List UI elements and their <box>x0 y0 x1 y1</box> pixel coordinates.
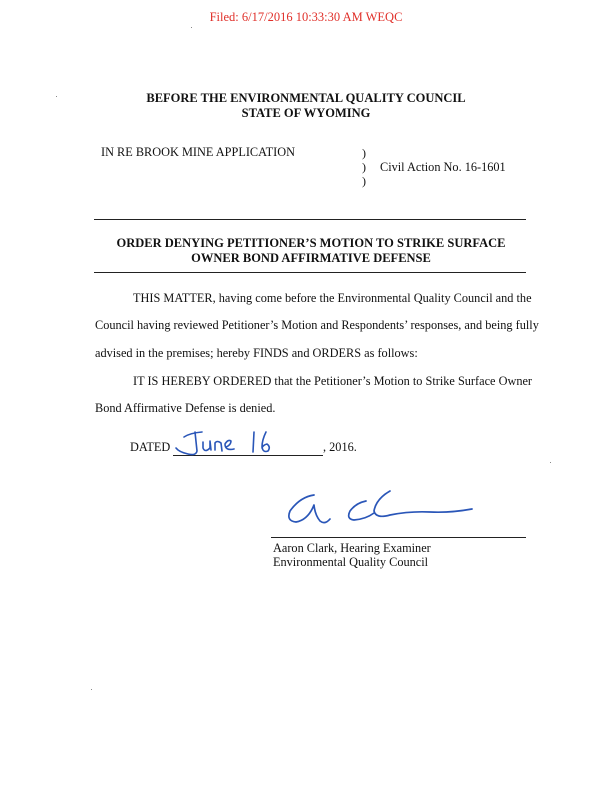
signer-name-title: Aaron Clark, Hearing Examiner <box>273 541 431 555</box>
order-title-line2: OWNER BOND AFFIRMATIVE DEFENSE <box>191 251 431 265</box>
caption-paren: ) <box>362 146 366 160</box>
caption-paren: ) <box>362 160 366 174</box>
filed-stamp: Filed: 6/17/2016 10:33:30 AM WEQC <box>209 10 403 24</box>
civil-action-number: Civil Action No. 16-1601 <box>380 160 506 174</box>
order-title-line1: ORDER DENYING PETITIONER’S MOTION TO STRIKE SURFACE <box>116 236 506 250</box>
handwritten-date <box>170 426 290 460</box>
dated-year: , 2016. <box>323 440 357 454</box>
scan-speck <box>91 689 92 690</box>
dated-label: DATED <box>130 440 171 454</box>
divider-bottom <box>94 272 526 273</box>
body-paragraph-1-line-1: THIS MATTER, having come before the Environmental Quality Council and the <box>133 291 532 305</box>
signer-organization: Environmental Quality Council <box>273 555 429 569</box>
court-state: STATE OF WYOMING <box>241 106 371 120</box>
divider-top <box>94 219 526 220</box>
scan-speck <box>550 462 551 463</box>
case-matter: IN RE BROOK MINE APPLICATION <box>101 145 296 159</box>
court-name: BEFORE THE ENVIRONMENTAL QUALITY COUNCIL <box>146 91 466 105</box>
body-paragraph-2-line-1: IT IS HEREBY ORDERED that the Petitioner’s Motion to Strike Surface Owner <box>133 374 533 388</box>
scan-speck <box>56 96 57 97</box>
caption-paren: ) <box>362 174 366 188</box>
body-paragraph-1-line-2: Council having reviewed Petitioner’s Motion and Respondents’ responses, and being fully <box>95 318 539 332</box>
body-paragraph-1-line-3: advised in the premises; hereby FINDS and ORDERS as follows: <box>95 346 418 360</box>
body-paragraph-2-line-2: Bond Affirmative Defense is denied. <box>95 401 276 415</box>
scan-speck <box>191 27 192 28</box>
signature-line <box>271 537 526 538</box>
signature <box>280 485 480 530</box>
